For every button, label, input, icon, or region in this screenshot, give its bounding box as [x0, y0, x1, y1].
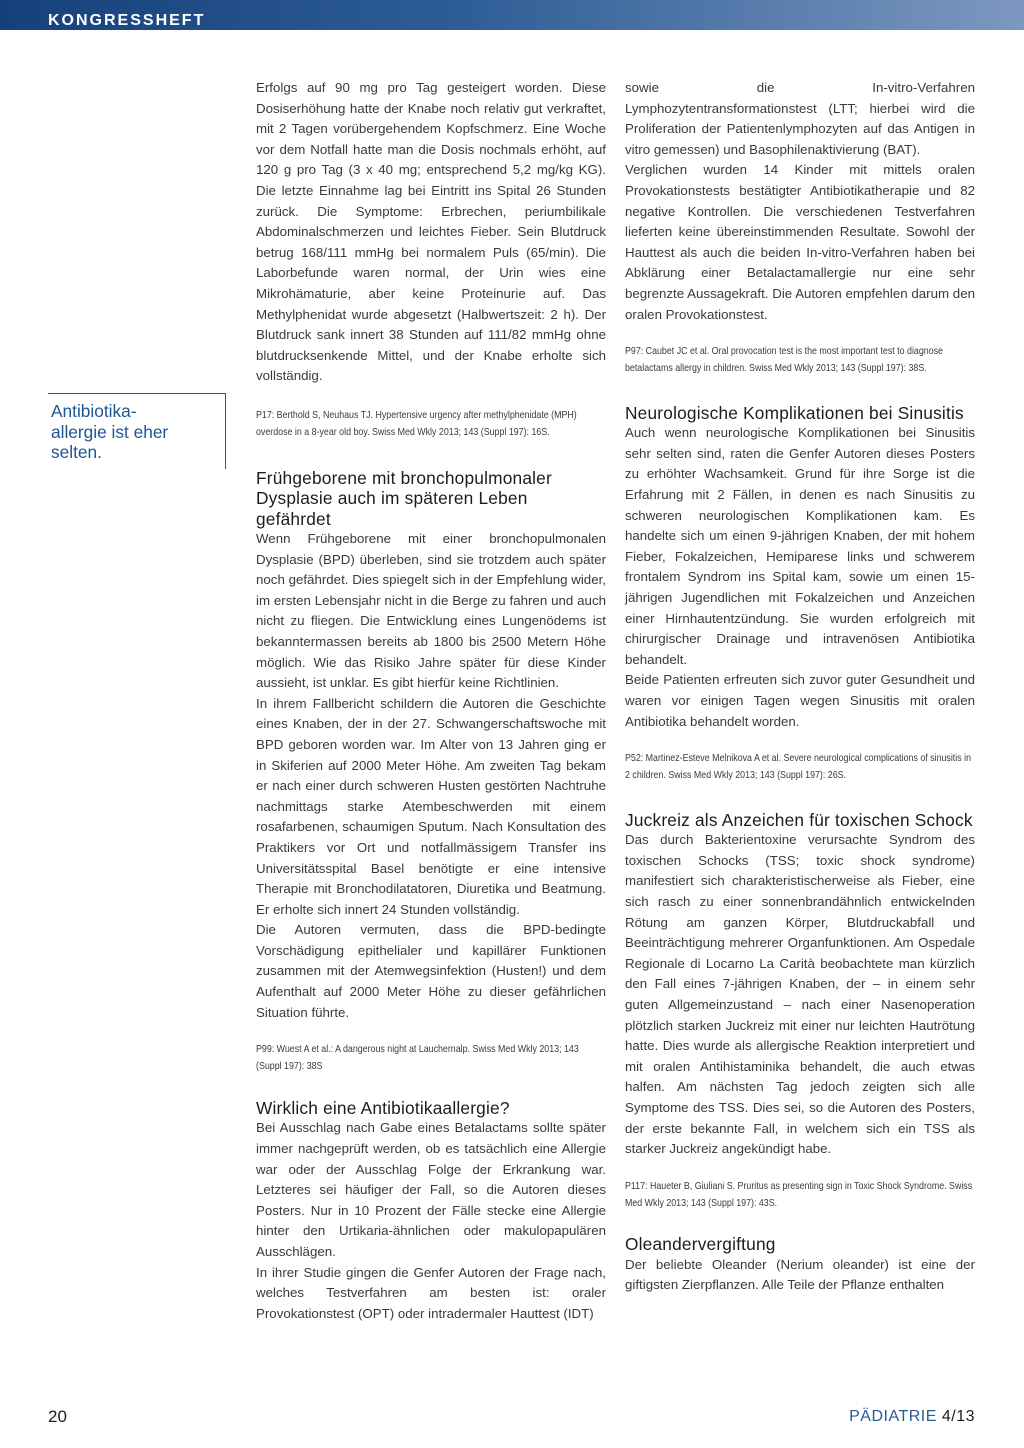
header-bar: [0, 0, 1024, 30]
paragraph: Bei Ausschlag nach Gabe eines Betalactams sollte später immer nachgeprüft werden, ob es tatsächlich eine Allergie war oder der Ausschlag Folge der Erkrankung war. Letzteres sei häufiger der Fall, so die Autoren dieses Posters. Nur in 10 Prozent der Fälle stecke eine Allergie hinter den Urtikaria-ähnlichen oder makulopapulären Ausschlägen.: [256, 1120, 606, 1259]
pull-quote-text: Antibiotika- allergie ist eher selten.: [51, 401, 169, 463]
section-heading: Wirklich eine Antibiotikaallergie?: [256, 1097, 510, 1118]
paragraph: Beide Patienten erfreuten sich zuvor guter Gesundheit und waren vor einigen Tagen wegen Sinusitis mit oralen Antibiotika behandelt worden.: [625, 672, 975, 729]
reference: P117: Haueter B, Giuliani S. Pruritus as presenting sign in Toxic Shock Syndrome. Swiss Med Wkly 2013; 143 (Suppl 197): 43S.: [625, 1180, 973, 1209]
reference: P17: Berthold S, Neuhaus TJ. Hypertensive urgency after methylphenidate (MPH) overdose in a 8-year old boy. Swiss Med Wkly 2013; 143 (Suppl 197): 16S.: [256, 409, 577, 438]
journal-issue: [849, 1407, 975, 1427]
right-column: [625, 78, 975, 1296]
paragraph: In ihrem Fallbericht schildern die Autoren die Geschichte eines Knaben, der in der 27. Schwangerschaftswoche mit BPD geboren worden war. Im Alter von 13 Jahren ging er in Skiferien auf 2000 Meter Höhe. Am zweiten Tag bekam er nach einer durch schweren Husten gestörten Nachtruhe nachmittags starke Atembeschwerden mit einem rosafarbenen, schaumigen Sputum. Nach Konsultation des Praktikers vor Ort und notfallmässigem Transfer ins Universitätsspital Basel benötigte er eine intensive Therapie mit Bronchodilatatoren, Diuretika und Beatmung. Er erholte sich innert 24 Stunden vollständig.: [256, 695, 606, 917]
journal-name: PÄDIATRIE: [849, 1408, 937, 1425]
paragraph: Der beliebte Oleander (Nerium oleander) ist eine der giftigsten Zierpflanzen. Alle Teile der Pflanze enthalten: [625, 1256, 975, 1293]
paragraph: Die Autoren vermuten, dass die BPD-bedingte Vorschädigung epithelialer und kapillärer Funktionen zusammen mit der Atemwegsinfektion (Husten!) und dem Aufenthalt auf 2000 Meter Höhe zu dieser gefährlichen Situation führte.: [256, 922, 606, 1020]
section-heading: Oleandervergiftung: [625, 1234, 776, 1255]
paragraph: Erfolgs auf 90 mg pro Tag gesteigert worden. Diese Dosiserhöhung hatte der Knabe noch relativ gut verkraftet, mit 2 Tagen vorübergehendem Kopfschmerz. Eine Woche vor dem Notfall hatte man die Dosis nochmals erhöht, auf 120 g pro Tag (3 x 40 mg; entsprechend 5,2 mg/kg KG). Die letzte Einnahme lag bei Eintritt ins Spital 26 Stunden zurück. Die Symptome: Erbrechen, periumbilikale Abdominalschmerzen und leichtes Fieber. Sein Blutdruck betrug 168/111 mmHg bei normalem Puls (65/min). Die Laborbefunde waren normal, der Urin wies eine Mikrohämaturie, aber keine Proteinurie auf. Das Methylphenidat wurde abgesetzt (Halbwertszeit: 2 h). Der Blutdruck sank innert 38 Stunden auf 111/82 mmHg ohne blutdrucksenkende Mittel, und der Knabe erholte sich vollständig.: [256, 80, 606, 384]
section-heading: Juckreiz als Anzeichen für toxischen Schock: [625, 809, 973, 830]
paragraph: Verglichen wurden 14 Kinder mit mittels oralen Provokationstests bestätigter Antibiotikatherapie und 82 negative Kontrollen. Die verschiedenen Testverfahren lieferten keine übereinstimmenden Resultate. Sowohl der Hauttest als auch die beiden In-vitro-Verfahren haben bei Abklärung einer Betalactamallergie nur eine sehr begrenzte Aussagekraft. Die Autoren empfehlen darum den oralen Provokationstest.: [625, 162, 975, 322]
paragraph: In ihrer Studie gingen die Genfer Autoren der Frage nach, welches Testverfahren am besten ist: oraler Provokationstest (OPT) oder intradermaler Hauttest (IDT): [256, 1264, 606, 1321]
header-title: KONGRESSHEFT: [48, 12, 206, 29]
section-heading: Frühgeborene mit bronchopulmonaler Dysplasie auch im späteren Leben gefährdet: [256, 467, 552, 529]
section-heading: Neurologische Komplikationen bei Sinusitis: [625, 402, 964, 423]
reference: P97: Caubet JC et al. Oral provocation test is the most important test to diagnose betalactams allergy in children. Swiss Med Wkly 2013; 143 (Suppl 197): 38S.: [625, 346, 943, 374]
reference: P52: Martinez-Esteve Melnikova A et al. Severe neurological complications of sinusitis in 2 children. Swiss Med Wkly 2013; 143 (Suppl 197): 26S.: [625, 753, 972, 781]
paragraph: Wenn Frühgeborene mit einer bronchopulmonalen Dysplasie (BPD) überleben, sind sie trotzdem auch später noch gefährdet. Dies spiegelt sich in der Empfehlung wider, im ersten Lebensjahr nicht in die Berge zu fahren und auch nicht zu fliegen. Die Entwicklung eines Lungenödems ist bekanntermassen bereits ab 1800 bis 2500 Metern Höhe möglich. Wie das Risiko Jahre später für diese Kinder aussieht, ist unklar. Es gibt hierfür keine Richtlinien.: [256, 531, 606, 691]
paragraph: Auch wenn neurologische Komplikationen bei Sinusitis sehr selten sind, raten die Genfer Autoren dieses Posters zu erhöhter Wachsamkeit. Grund für ihre Sorge ist die Erfahrung mit 2 Fällen, in denen es nach Sinusitis zu schweren neurologischen Komplikationen kam. Es handelte sich um einen 9-jährigen Knaben, der mit hohem Fieber, Fokalzeichen, Hemiparese links und schwerem frontalem Syndrom ins Spital kam, sowie um einen 15-jährigen Jugendlichen mit Fokalzeichen und Anzeichen einer Hirnhautentzündung. Sie wurden erfolgreich mit chirurgischer Drainage und intravenösen Antibiotika behandelt.: [625, 425, 975, 667]
reference: P99: Wuest A et al.: A dangerous night at Lauchernalp. Swiss Med Wkly 2013; 143 (Suppl 197): 38S: [256, 1044, 579, 1073]
page-number: 20: [48, 1407, 67, 1426]
paragraph: sowie die In-vitro-Verfahren Lymphozytentransformationstest (LTT; hierbei wird die Proliferation der Patientenlymphozyten auf das Antigen in vitro gemessen) und Basophilenaktivierung (BAT).: [625, 80, 975, 157]
issue-number: 4/13: [941, 1408, 975, 1425]
left-column: [256, 78, 606, 1324]
paragraph: Das durch Bakterientoxine verursachte Syndrom des toxischen Schocks (TSS; toxic shock syndrome) manifestiert sich charakteristischerweise als Fieber, eine sich rasch zu einer sonnenbrandähnlich entwickelnden Rötung am ganzen Körper, Blutdruckabfall und Beeinträchtigung mehrerer Organfunktionen. Am Ospedale Regionale di Locarno La Carità beobachtete man kürzlich den Fall eines 7-jährigen Knaben, der – in einem sehr guten Allgemeinzustand – nach einer Nasenoperation plötzlich starken Juckreiz mit einer nur leichten Hautrötung hatte. Dies wurde als allergische Reaktion interpretiert und mit oralen Antihistaminika behandelt, die auch etwas halfen. Am nächsten Tag jedoch zeigten sich alle Symptome des TSS. Dies sei, so die Autoren des Posters, der erste bekannte Fall, in welchem sich ein TSS als starker Juckreiz angekündigt habe.: [625, 832, 975, 1157]
sidebar-pull-quote: [48, 393, 226, 469]
